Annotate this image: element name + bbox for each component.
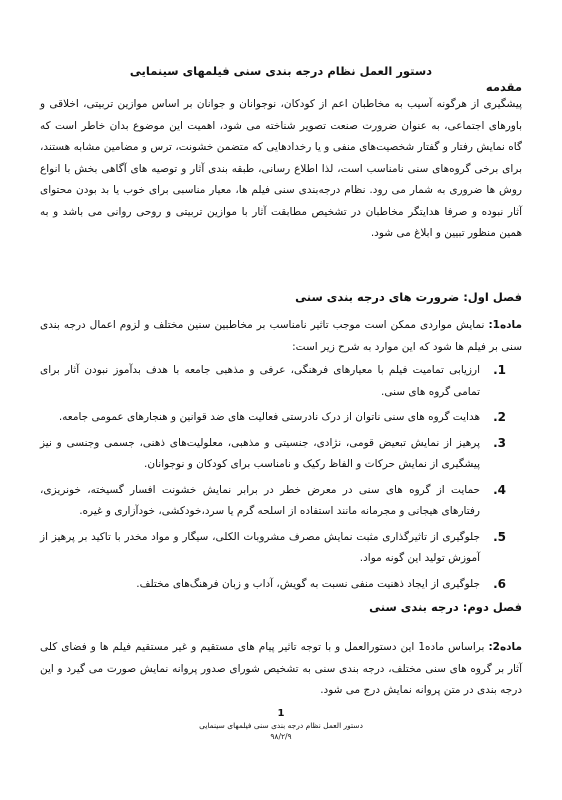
page-number: 1 [277,708,285,719]
list-item-number: 4. [493,482,506,497]
list-item [40,480,506,523]
document-title: دستور العمل نظام درجه بندی سنی فیلمهای سینمایی [129,64,433,78]
section1-heading: فصل اول: ضرورت های درجه بندی سنی [295,290,522,304]
section2-heading: فصل دوم: درجه بندی سنی [369,600,522,614]
list-item-text: حمایت از گروه های سنی در معرض خطر در برابر نمایش خشونت افسار گسیخته، خونریزی، رفتارهای هیجانی و مجرمانه مانند استفاده از اسلحه گرم یا سرد،خودکشی، خودآزاری و غیره. [40,483,480,517]
list-item-number: 1. [493,363,506,377]
article1-paragraph [40,315,522,358]
list-item [40,433,506,476]
intro-heading: مقدمه [485,80,522,94]
list-item-text: جلوگیری از تاثیرگذاری مثبت نمایش مصرف مشروبات الکلی، سیگار و مواد مخدر با تاکید بر پرهیز از آموزش تولید این گونه مواد. [40,530,480,564]
article2-text: براساس ماده1 این دستورالعمل و با توجه تاثیر پیام های مستقیم و غیر مستقیم فیلم ها و فضای کلی آثار بر گروه های سنی مختلف، درجه بندی سنی به تشخیص شورای صدور پروانه نمایش صورت می گیرد و این درجه بندی در متن پروانه نمایش درج می شود. [40,641,522,696]
list-item-text: هدایت گروه های سنی ناتوان از درک نادرستی فعالیت های ضد قوانین و هنجارهای عمومی جامعه. [58,411,480,423]
article2-paragraph [40,637,522,702]
list-item [40,407,506,429]
list-item-number: 3. [493,435,506,450]
footer-title: دستور العمل نظام درجه بندی سنی فیلمهای سینمایی [199,721,363,730]
list-item [40,527,506,570]
list-item [40,360,506,403]
article1-label: ماده1: [488,319,522,331]
list-item-text: ارزیابی تمامیت فیلم با معیارهای فرهنگی، عرفی و مذهبی جامعه با هدف بدآموز نبودن آثار برای تمامی گروه های سنی. [40,364,480,398]
list-item [40,574,506,596]
list-item-text: جلوگیری از ایجاد ذهنیت منفی نسبت به گویش، آداب و زبان فرهنگ‌های مختلف. [136,577,480,590]
list-item-text: پرهیز از نمایش تبعیض قومی، نژادی، جنسیتی و مذهبی، معلولیت‌های ذهنی، جسمی وجنسی و نیز پیشگیری از نمایش حرکات و الفاظ رکیک و نامناسب برای کودکان و نوجوانان. [40,436,480,470]
article1-list [40,360,506,599]
article2-label: ماده2: [488,641,522,653]
article1-text: نمایش مواردی ممکن است موجب تاثیر نامناسب بر مخاطبین سنین مختلف و لزوم اعمال درجه بندی سنی بر فیلم ها شود که این موارد به شرح زیر است: [40,319,522,353]
list-item-number: 6. [493,576,506,591]
footer-date: ۹۸/۲/۹ [270,732,292,741]
list-item-number: 2. [493,410,506,424]
intro-paragraph: پیشگیری از هرگونه آسیب به مخاطبان اعم از کودکان، نوجوانان و جوانان بر اساس موازین تربیتی، اخلاقی و باورهای اجتماعی، به عنوان ضرورت صنعت تصویر شناخته می شود، اهمیت این موضوع بدان خاطر است که گاه نمایش رفتار و گفتار شخصیت‌های منفی و یا رخدادهایی که متضمن خشونت، ترس و مضامین مشابه هستند، برای برخی گروه‌های سنی نامناسب است، لذا اطلاع رسانی، طبقه بندی آثار و توصیه های آگاهی بخش با انواع روش ها ضروری به شمار می رود. نظام درجه‌بندی سنی فیلم ها، معیار مناسبی برای خوب یا بد بودن محتوای آثار نبوده و صرفا هدایتگر مخاطبان در تشخیص مطابقت آثار با موازین تربیتی و روحی روانی می باشد و به همین منظور تبیین و ابلاغ می شود. [40,98,522,239]
list-item-number: 5. [493,529,506,544]
page-footer [40,707,522,742]
